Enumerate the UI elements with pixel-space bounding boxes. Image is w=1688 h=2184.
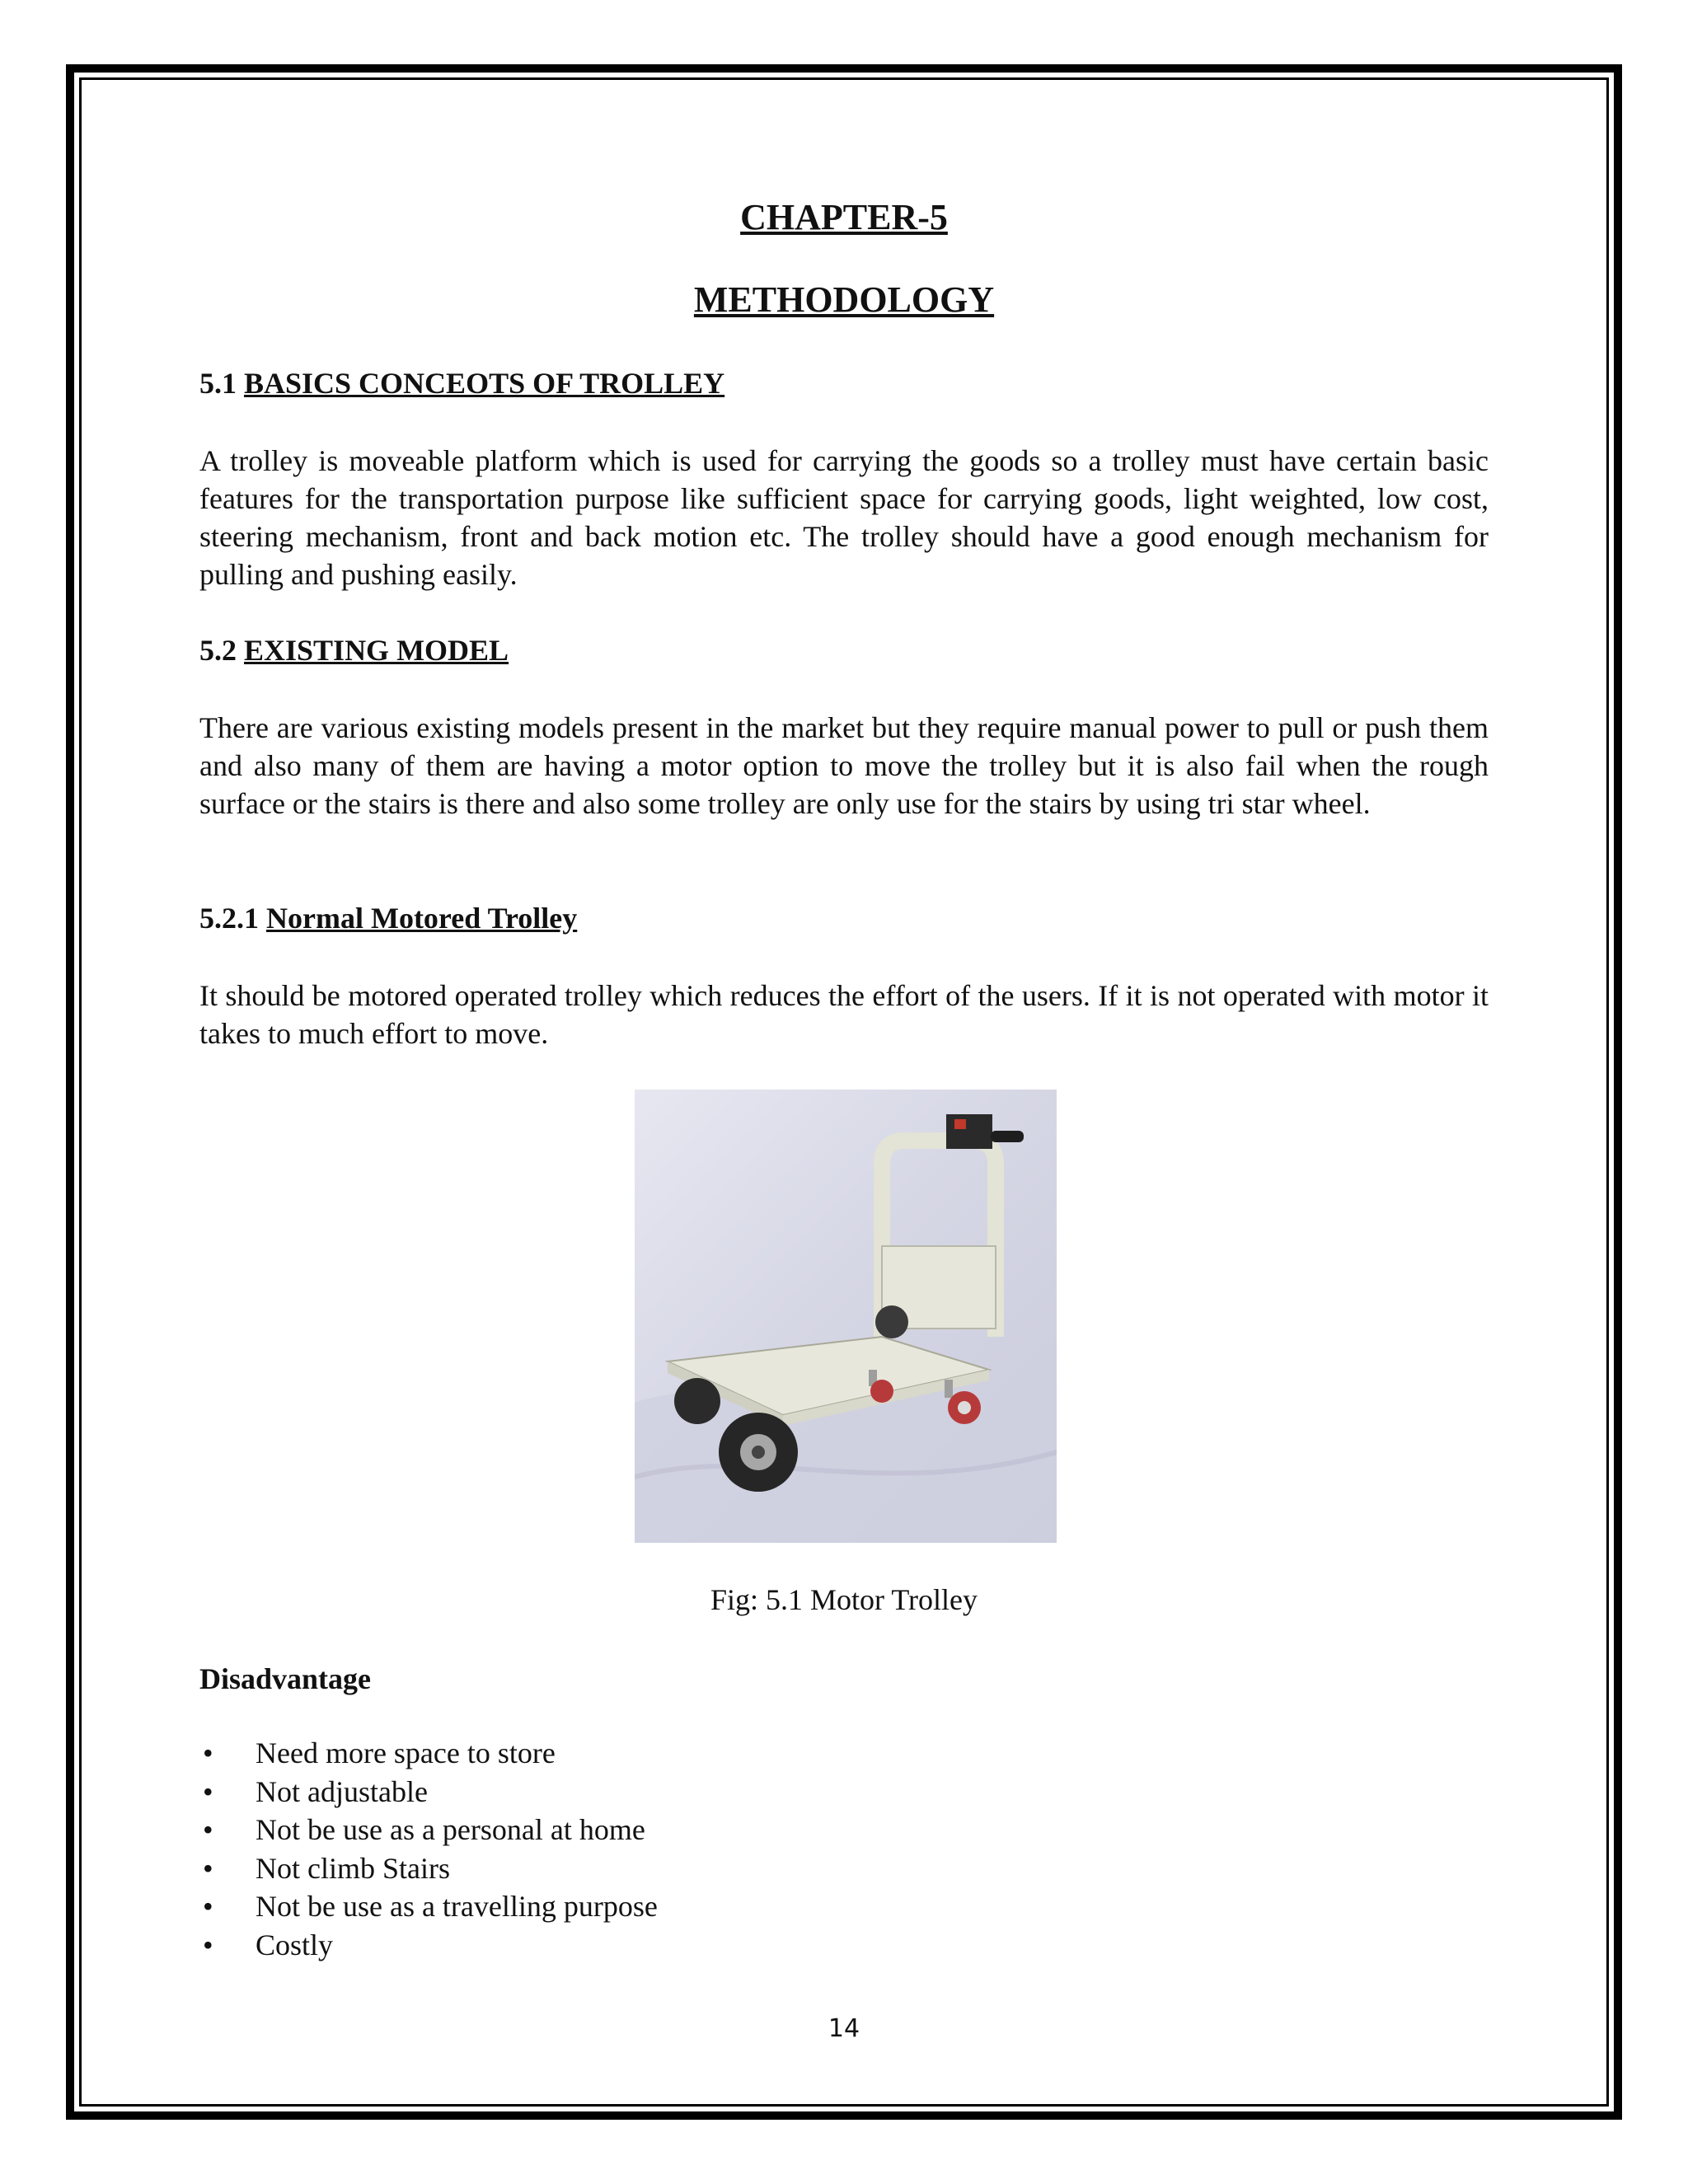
list-item-text: Not be use as a personal at home: [256, 1813, 645, 1846]
section-number: 5.2: [199, 634, 237, 667]
bullet-icon: •: [203, 1813, 213, 1846]
bullet-icon: •: [203, 1774, 213, 1808]
figure-caption: Fig: 5.1 Motor Trolley: [710, 1583, 978, 1616]
section-heading-5-2: [199, 633, 509, 668]
section-body-5-2: There are various existing models present in the market but they require manual power to pull or push them and also many of them are having a motor option to move the trolley but it is also fail when the rough surface or the stairs is there and also some trolley are only use for the stairs by using tri star wheel.: [199, 711, 1489, 820]
list-item: [199, 1773, 658, 1811]
chapter-label: CHAPTER-5: [740, 197, 948, 237]
bullet-icon: •: [203, 1736, 213, 1769]
list-item-text: Not be use as a travelling purpose: [256, 1890, 658, 1923]
disadvantage-list: [199, 1734, 658, 1964]
list-item: [199, 1811, 658, 1849]
bullet-icon: •: [203, 1890, 213, 1923]
motor-trolley-photo: [635, 1090, 1057, 1543]
section-heading-5-2-1: [199, 901, 577, 935]
section-title: EXISTING MODEL: [244, 634, 509, 667]
section-title: BASICS CONCEOTS OF TROLLEY: [244, 367, 725, 400]
list-item-text: Not adjustable: [256, 1774, 428, 1808]
trolley-illustration: [635, 1090, 1057, 1543]
list-item-text: Not climb Stairs: [256, 1851, 450, 1885]
section-number: 5.1: [199, 367, 237, 400]
section-number: 5.2.1: [199, 902, 259, 935]
chapter-title: METHODOLOGY: [693, 279, 995, 320]
page-number: 14: [828, 2014, 860, 2043]
list-item: [199, 1887, 658, 1926]
section-body-5-1: A trolley is moveable platform which is used for carrying the goods so a trolley must have certain basic features for the transportation purpose like sufficient space for carrying goods, light weighted, low cost, steering mechanism, front and back motion etc. The trolley should have a good enough mechanism for pulling and pushing easily.: [199, 444, 1489, 591]
disadvantage-heading: Disadvantage: [199, 1662, 372, 1695]
list-item: [199, 1849, 658, 1888]
section-heading-5-1: [199, 366, 724, 401]
list-item: [199, 1734, 658, 1773]
bullet-icon: •: [203, 1928, 213, 1961]
bullet-icon: •: [203, 1851, 213, 1885]
list-item-text: Need more space to store: [256, 1736, 556, 1769]
list-item: [199, 1926, 658, 1965]
section-body-5-2-1: It should be motored operated trolley which reduces the effort of the users. If it is not operated with motor it takes to much effort to move.: [199, 979, 1489, 1050]
list-item-text: Costly: [256, 1928, 334, 1961]
section-title: Normal Motored Trolley: [266, 902, 578, 935]
